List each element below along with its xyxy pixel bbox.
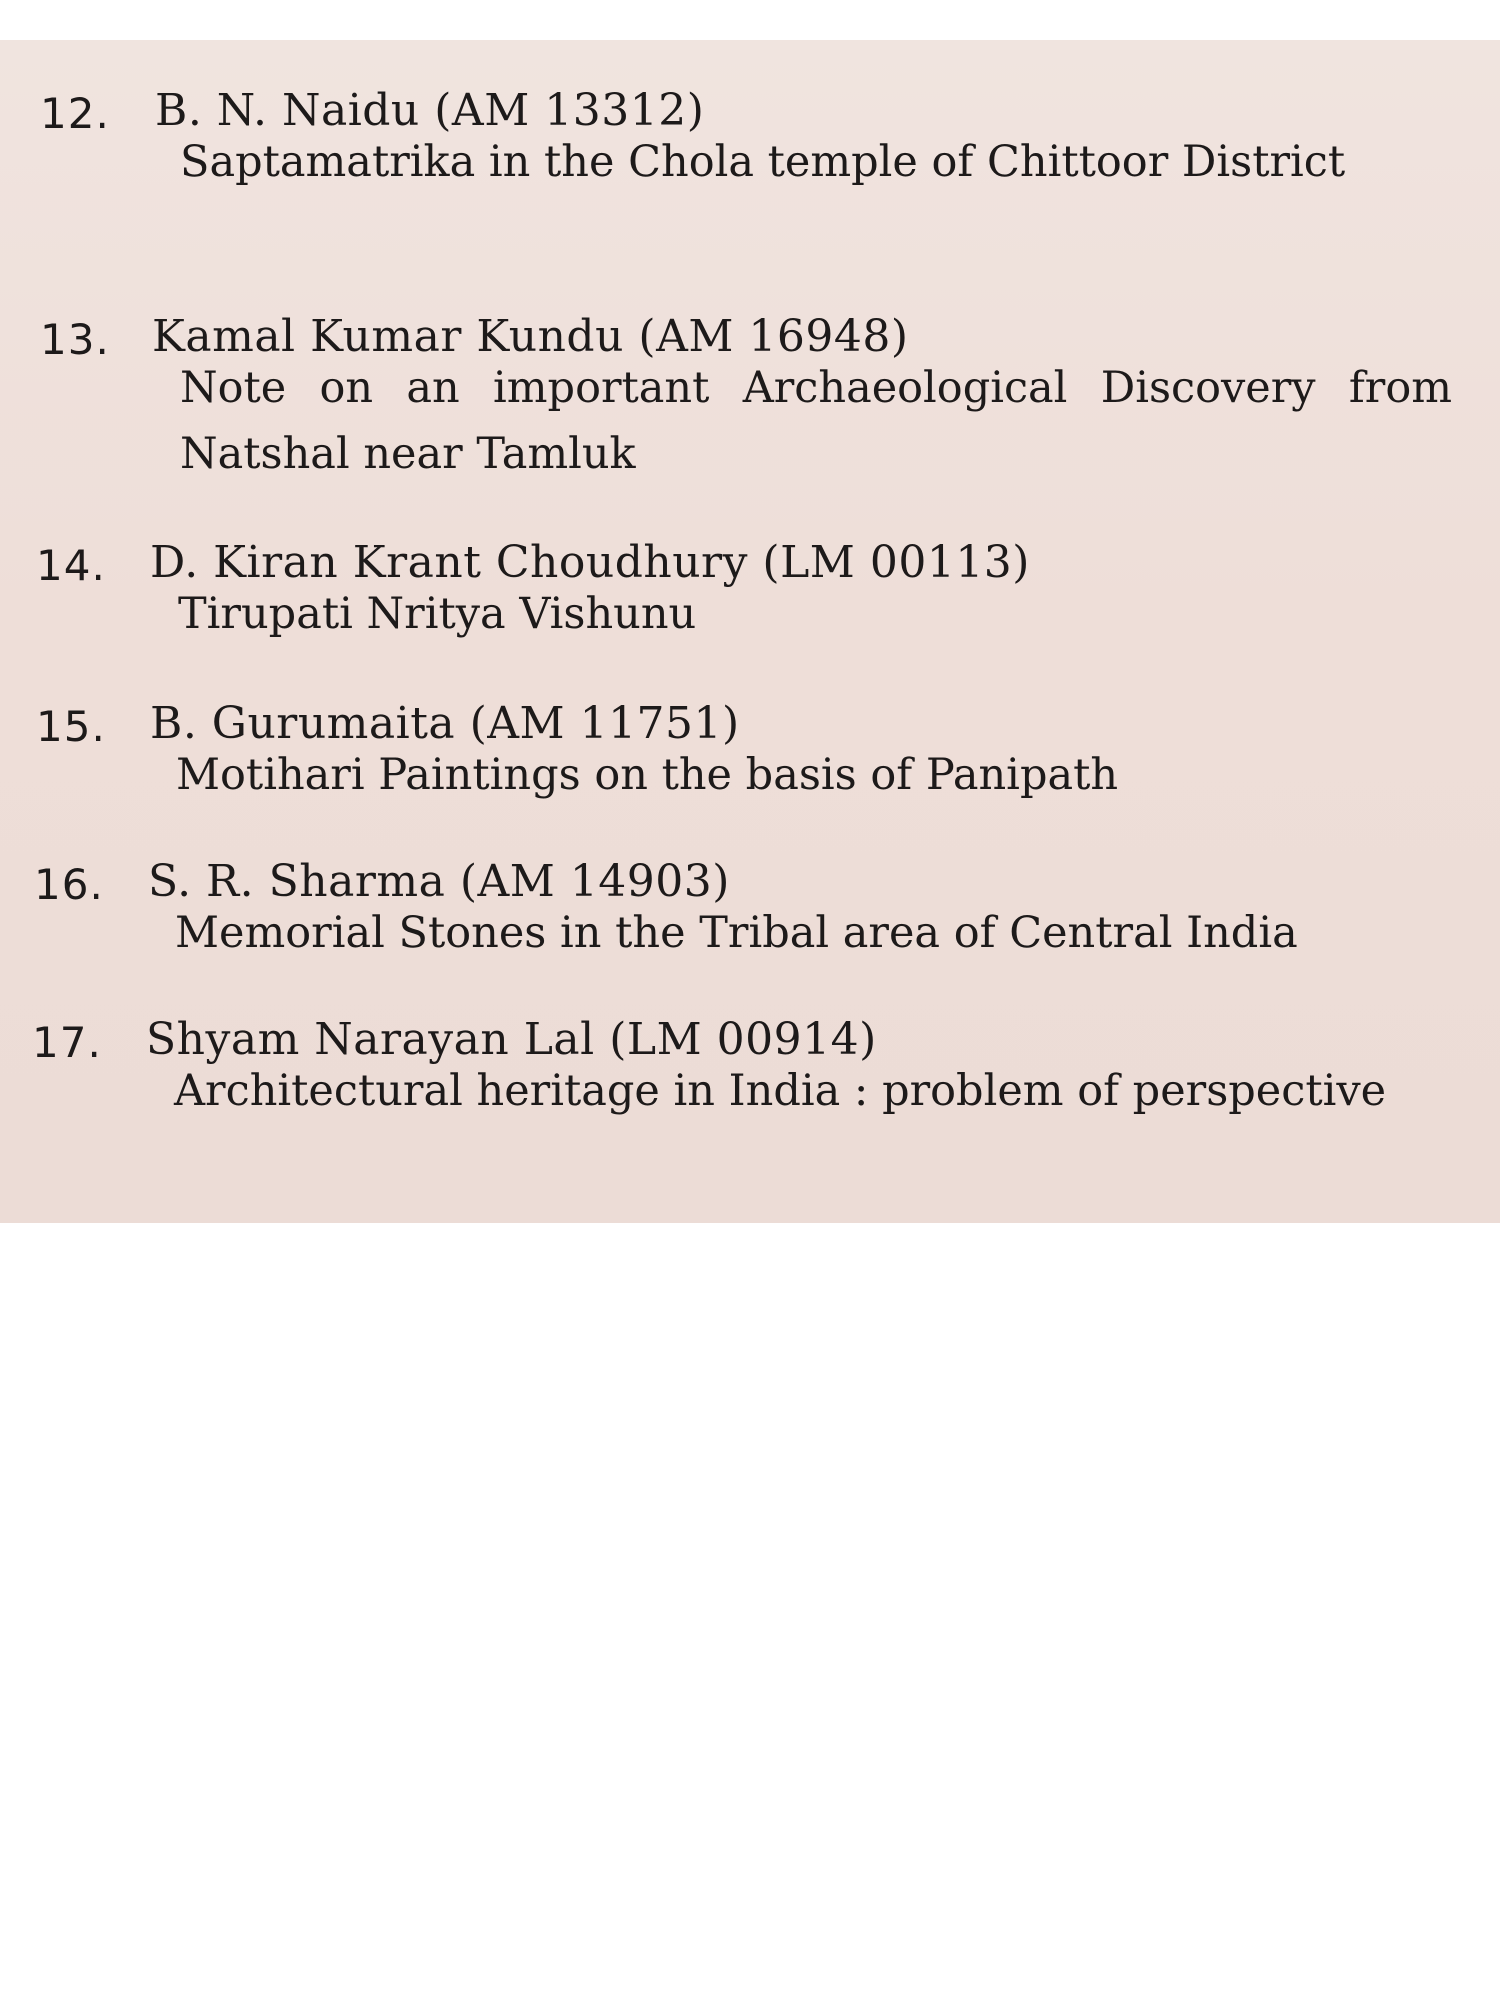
entry-author: Kamal Kumar Kundu (AM 16948) <box>152 311 909 362</box>
entry-author: B. Gurumaita (AM 11751) <box>150 698 740 749</box>
entry-number: 17. <box>32 1018 102 1067</box>
entry-number: 15. <box>36 702 106 751</box>
entry-number: 16. <box>34 860 104 909</box>
entry-title: Motihari Paintings on the basis of Panipath <box>176 750 1119 800</box>
entry-title: Memorial Stones in the Tribal area of Central India <box>175 908 1298 958</box>
entry-author: D. Kiran Krant Choudhury (LM 00113) <box>150 537 1030 588</box>
entry-title: Tirupati Nritya Vishunu <box>178 589 697 639</box>
entry-author: B. N. Naidu (AM 13312) <box>155 85 705 136</box>
entry-number: 13. <box>40 315 110 364</box>
entry-title: Saptamatrika in the Chola temple of Chittoor District <box>180 137 1346 187</box>
entry-title: Note on an important Archaeological Discovery from Natshal near Tamluk <box>180 363 1452 479</box>
entry-number: 12. <box>40 89 110 138</box>
entry-title: Architectural heritage in India : problem of perspective <box>174 1066 1387 1116</box>
entry-number: 14. <box>36 541 106 590</box>
entry-author: Shyam Narayan Lal (LM 00914) <box>146 1014 877 1065</box>
entry-author: S. R. Sharma (AM 14903) <box>148 856 730 907</box>
